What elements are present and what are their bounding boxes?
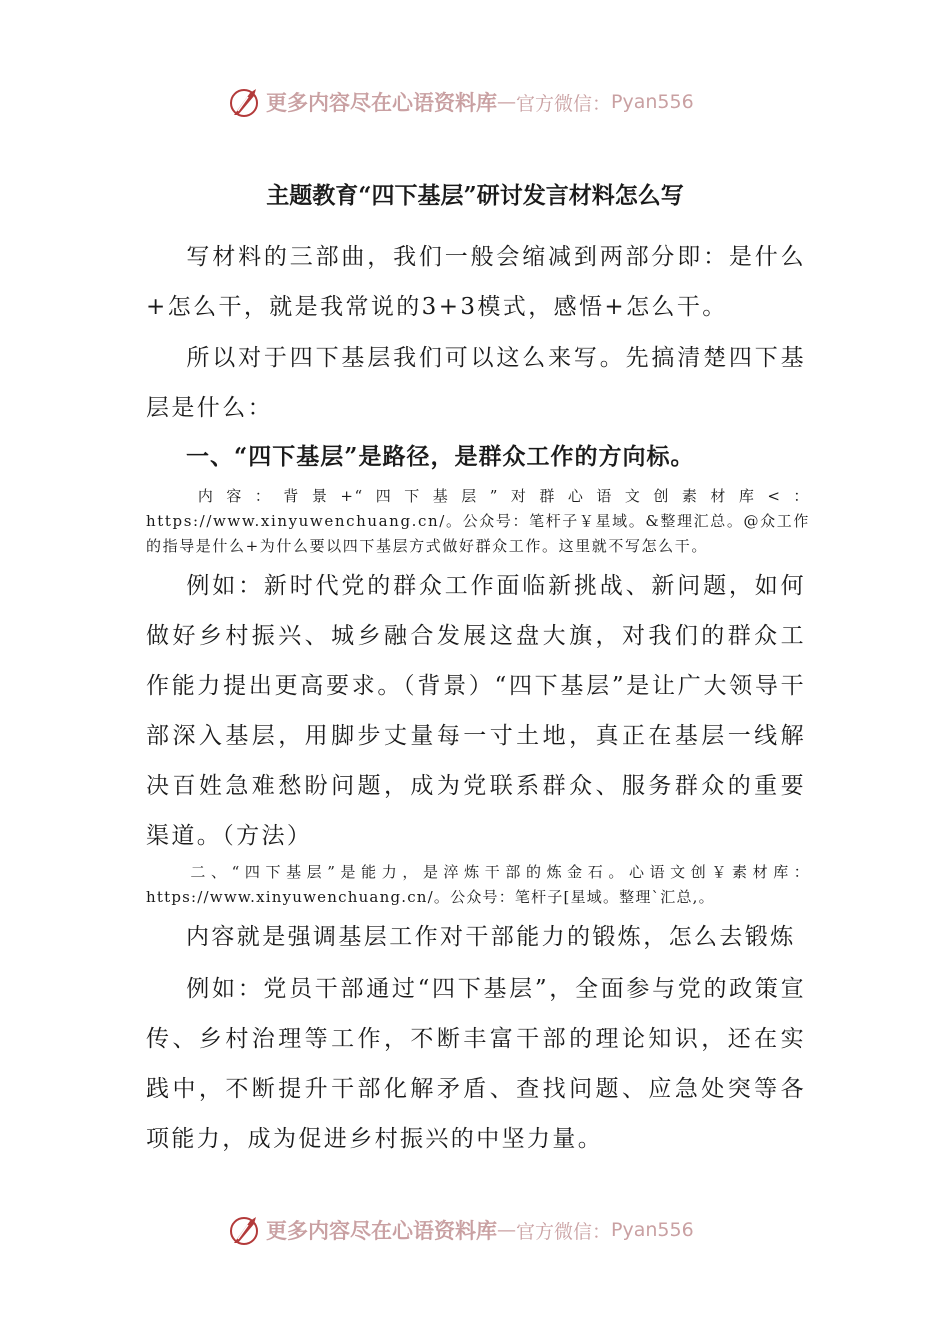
banner-brand-text: 更多内容尽在心语资料库	[266, 1218, 497, 1243]
banner-wechat-label: 官方微信：	[516, 92, 612, 115]
paragraph-approach-text: 所以对于四下基层我们可以这么来写。先搞清楚四下基层是什么：	[146, 345, 806, 421]
paragraph-content-text: 内容就是强调基层工作对干部能力的锻炼，怎么去锻炼	[186, 924, 796, 950]
section-note-1-text: 内容：背景+“四下基层”对群心语文创素材库<：https://www.xinyuwenchuang.cn/。公众号：笔杆子￥星域。&整理汇总。@众工作的指导是什么+为什么要以四下基层方式做好群众工作。这里就不写怎么干。	[146, 487, 810, 555]
section-note-2	[146, 860, 810, 910]
banner-brand-text: 更多内容尽在心语资料库	[266, 90, 497, 115]
header-banner	[228, 84, 694, 120]
banner-dash: —	[497, 1219, 516, 1241]
section-note-2-text: 二、“四下基层”是能力，是淬炼干部的炼金石。心语文创￥素材库：https://www.xinyuwenchuang.cn/。公众号：笔杆子[星域。整理`汇总,。	[146, 863, 810, 906]
paragraph-intro-text: 写材料的三部曲，我们一般会缩减到两部分即：是什么+怎么干，就是我常说的3+3模式，感悟+怎么干。	[146, 244, 806, 320]
paragraph-content	[146, 912, 806, 962]
paragraph-example-2-text: 例如：党员干部通过“四下基层”，全面参与党的政策宣传、乡村治理等工作，不断丰富干部的理论知识，还在实践中，不断提升干部化解矛盾、查找问题、应急处突等各项能力，成为促进乡村振兴的中坚力量。	[146, 976, 806, 1152]
paragraph-intro	[146, 232, 806, 332]
paragraph-example-1	[146, 561, 806, 861]
banner-wechat-label: 官方微信：	[516, 1220, 612, 1243]
banner-dash: —	[497, 91, 516, 113]
paragraph-example-2	[146, 964, 806, 1164]
section-note-1	[146, 484, 810, 559]
document-title: 主题教育“四下基层”研讨发言材料怎么写	[266, 182, 684, 209]
paragraph-approach	[146, 333, 806, 433]
pen-nib-icon	[228, 1213, 262, 1247]
banner-wechat-id: Pyan556	[611, 91, 694, 113]
paragraph-example-1-text: 例如：新时代党的群众工作面临新挑战、新问题，如何做好乡村振兴、城乡融合发展这盘大旗，对我们的群众工作能力提出更高要求。（背景）“四下基层”是让广大领导干部深入基层，用脚步丈量每一寸土地，真正在基层一线解决百姓急难愁盼问题，成为党联系群众、服务群众的重要渠道。（方法）	[146, 573, 806, 849]
section-heading-1: 一、“四下基层”是路径，是群众工作的方向标。	[186, 443, 695, 470]
banner-wechat-id: Pyan556	[611, 1219, 694, 1241]
footer-banner	[228, 1212, 694, 1248]
pen-nib-icon	[228, 85, 262, 119]
